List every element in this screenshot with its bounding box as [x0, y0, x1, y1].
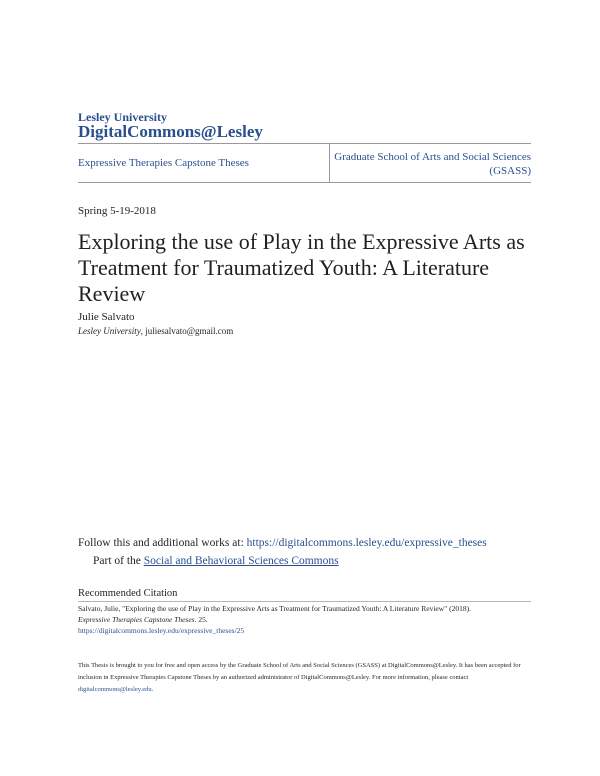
- notice-end: .: [151, 686, 154, 693]
- citation-heading: Recommended Citation: [78, 588, 178, 599]
- publication-date: Spring 5-19-2018: [78, 205, 156, 217]
- citation-block: [78, 603, 533, 636]
- author-name: Julie Salvato: [78, 311, 135, 323]
- citation-series: Expressive Therapies Capstone Theses: [78, 615, 195, 624]
- collection-link[interactable]: Expressive Therapies Capstone Theses: [78, 157, 249, 169]
- citation-text: Salvato, Julie, "Exploring the use of Play in the Expressive Arts as Treatment for Traumatized Youth: A Literature Review" (2018).: [78, 604, 471, 613]
- follow-line: [78, 537, 487, 549]
- follow-label: Follow this and additional works at:: [78, 537, 247, 549]
- header-divider-top: [78, 143, 531, 144]
- partof-label: Part of the: [93, 555, 144, 567]
- contact-email-link[interactable]: digitalcommons@lesley.edu: [78, 686, 152, 693]
- commons-link[interactable]: Social and Behavioral Sciences Commons: [143, 555, 339, 567]
- citation-series-suffix: . 25.: [194, 615, 208, 624]
- notice-text: This Thesis is brought to you for free and open access by the Graduate School of Arts and Social Sciences (GSASS) at DigitalCommons@Lesley. It has been accepted for inclusion in Expressive Therapies Capstone Theses by an authorized administrator of DigitalCommons@Lesley. For more information, please contact: [78, 662, 521, 681]
- header-divider-bottom: [78, 182, 531, 183]
- paper-title: Exploring the use of Play in the Expressive Arts as Treatment for Traumatized Youth: A Literature Review: [78, 229, 525, 306]
- follow-url-link[interactable]: https://digitalcommons.lesley.edu/expressive_theses: [246, 537, 487, 549]
- access-notice: [78, 660, 533, 696]
- citation-series-line: [78, 614, 533, 625]
- author-affiliation: [78, 326, 233, 336]
- affiliation-institution: Lesley University: [78, 326, 141, 336]
- citation-divider: [78, 601, 531, 602]
- partof-line: [93, 555, 339, 567]
- school-link[interactable]: Graduate School of Arts and Social Sciences (GSASS): [334, 151, 531, 177]
- citation-url-link[interactable]: https://digitalcommons.lesley.edu/expressive_theses/25: [78, 626, 245, 635]
- affiliation-email: , juliesalvato@gmail.com: [140, 326, 234, 336]
- repository-name[interactable]: DigitalCommons@Lesley: [78, 122, 263, 141]
- university-name: Lesley University: [78, 110, 167, 124]
